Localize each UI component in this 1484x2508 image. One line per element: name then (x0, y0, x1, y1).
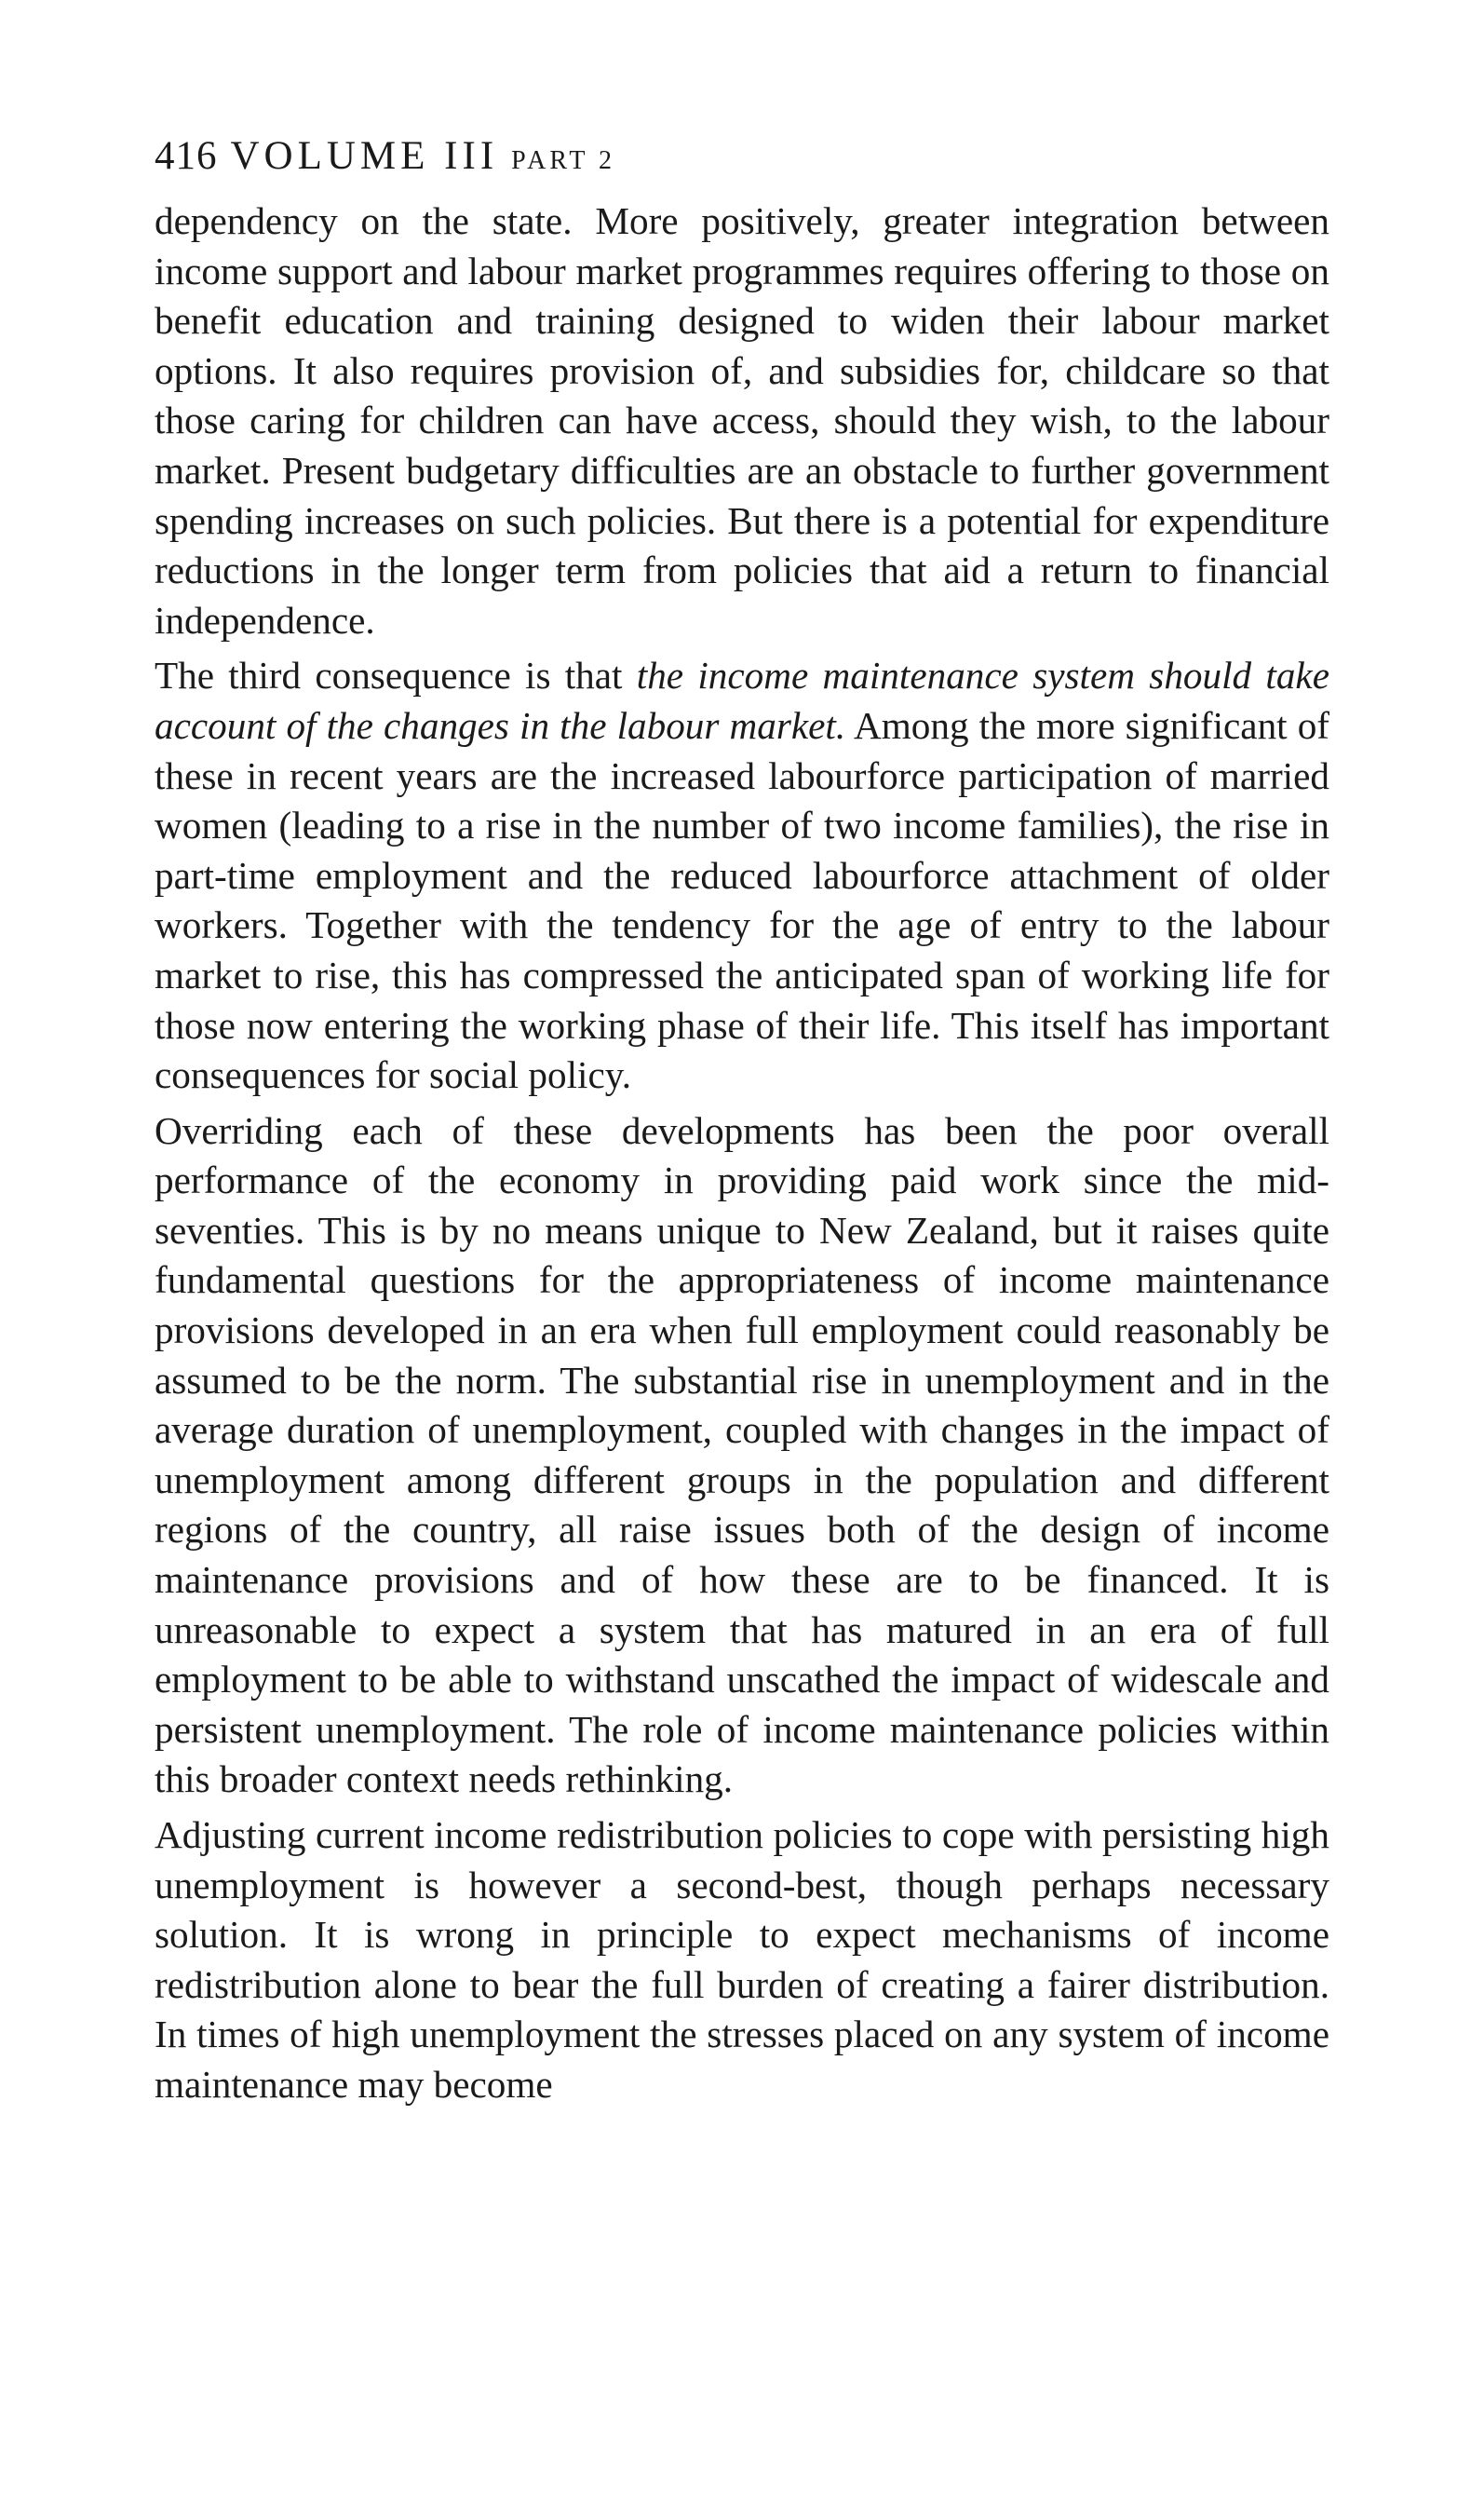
page-number: 416 (155, 134, 218, 178)
page (155, 130, 1329, 2110)
body-text (155, 197, 1329, 2110)
paragraph-2-rest: Among the more significant of these in recent years are the increased labourforce participation of married women (leading to a rise in the number of two income families), the rise in part-time employment and the reduced labourforce attachment of older workers. Together with the tendency for the age of entry to the labour market to rise, this has compressed the anticipated span of working life for those now entering the working phase of their life. This itself has important consequences for social policy. (155, 703, 1329, 1097)
paragraph-2-emphasis: the income maintenance system should take account of the changes in the labour market. (155, 654, 1329, 747)
paragraph-1: dependency on the state. More positively, greater integration between income support and labour market programmes requires offering to those on benefit education and training designed to widen their labour market options. It also requires provision of, and subsidies for, childcare so that those caring for children can have access, should they wish, to the labour market. Present budgetary difficulties are an obstacle to further government spending increases on such policies. But there is a potential for expenditure reductions in the longer term from policies that aid a return to financial independence. (155, 199, 1329, 642)
paragraph-2 (155, 651, 1329, 1100)
volume-title: VOLUME III (230, 134, 499, 178)
paragraph-4: Adjusting current income redistribution policies to cope with persisting high unemployment is however a second-best, though perhaps necessary solution. It is wrong in principle to expect mechanisms of income redistribution alone to bear the full burden of creating a fairer distribution. In times of high unemployment the stresses placed on any system of income maintenance may become (155, 1813, 1329, 2106)
paragraph-3: Overriding each of these developments has been the poor overall performance of the economy in providing paid work since the mid-seventies. This is by no means unique to New Zealand, but it raises quite fundamental questions for the appropriateness of income maintenance provisions developed in an era when full employment could reasonably be assumed to be the norm. The substantial rise in unemployment and in the average duration of unemployment, coupled with changes in the impact of unemployment among different groups in the population and different regions of the country, all raise issues both of the design of income maintenance provisions and of how these are to be financed. It is unreasonable to expect a system that has matured in an era of full employment to be able to withstand unscathed the impact of widescale and persistent unemployment. The role of income maintenance policies within this broader context needs rethinking. (155, 1108, 1329, 1801)
part-label: PART 2 (511, 146, 615, 175)
paragraph-2-lead: The third consequence is that (155, 654, 637, 698)
running-head (155, 130, 1329, 187)
